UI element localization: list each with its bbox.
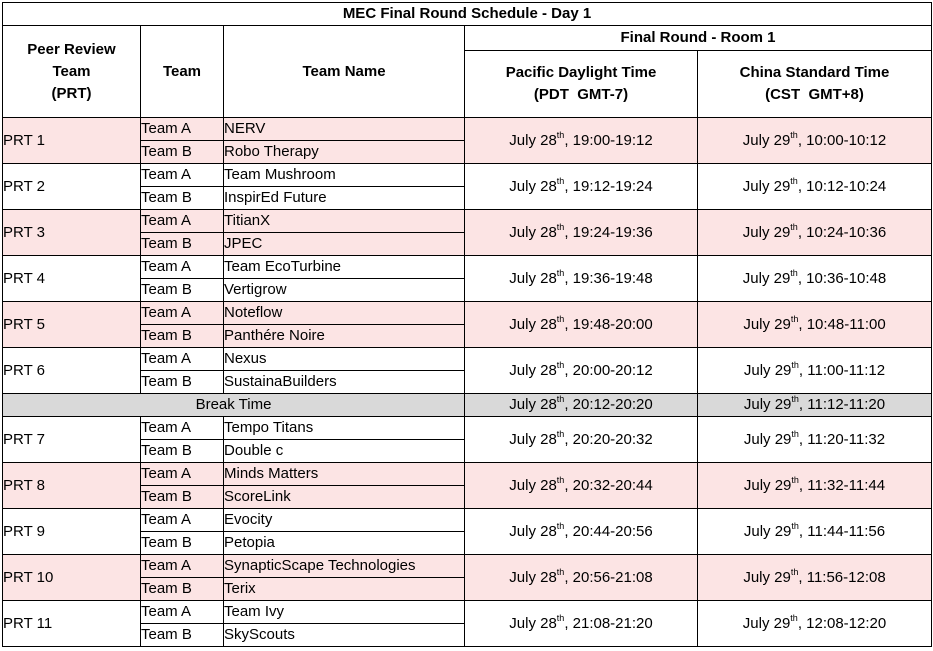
prt-cell: PRT 1 — [3, 118, 141, 164]
break-pdt-cell-ordinal: th — [556, 394, 565, 404]
pdt-time-cell — [465, 348, 698, 394]
table-row — [3, 555, 932, 578]
pdt-time-cell — [465, 555, 698, 601]
cst-time-cell — [698, 210, 932, 256]
break-pdt-cell-range: , 20:12-20:20 — [564, 396, 653, 413]
prt-cell: PRT 4 — [3, 256, 141, 302]
table-row — [3, 463, 932, 486]
team-a-cell: Team A — [141, 601, 224, 624]
team-a-cell: Team A — [141, 256, 224, 279]
team-b-name: Petopia — [224, 532, 465, 555]
team-b-name: ScoreLink — [224, 486, 465, 509]
pdt-time-cell-range: , 19:48-20:00 — [564, 315, 653, 333]
final-round-header: Final Round - Room 1 — [465, 26, 932, 51]
pdt-time-cell-date: July 28 — [509, 315, 557, 333]
team-b-name: SkyScouts — [224, 624, 465, 647]
schedule-table — [2, 2, 932, 647]
team-b-cell: Team B — [141, 325, 224, 348]
team-a-name: SynapticScape Technologies — [224, 555, 465, 578]
cst-time-cell-ordinal: th — [791, 520, 799, 531]
cst-time-cell-range: , 11:44-11:56 — [798, 522, 886, 540]
pdt-time-cell — [465, 164, 698, 210]
prt-cell: PRT 3 — [3, 210, 141, 256]
pdt-time-cell-date: July 28 — [509, 177, 557, 195]
break-cst-cell-range: , 11:12-11:20 — [798, 396, 886, 413]
cst-time-cell — [698, 164, 932, 210]
team-a-name: Team Mushroom — [224, 164, 465, 187]
pdt-time-cell-ordinal: th — [556, 520, 565, 531]
cst-time-cell-date: July 29 — [743, 315, 791, 333]
team-a-cell: Team A — [141, 164, 224, 187]
team-name-header: Team Name — [224, 26, 465, 118]
pdt-time-cell-date: July 28 — [509, 614, 557, 632]
team-a-name: TitianX — [224, 210, 465, 233]
team-a-cell: Team A — [141, 463, 224, 486]
cst-time-cell — [698, 463, 932, 509]
pdt-time-cell-range: , 21:08-21:20 — [564, 614, 653, 632]
pdt-time-cell-ordinal: th — [556, 129, 565, 140]
prt-cell: PRT 5 — [3, 302, 141, 348]
cst-time-cell-ordinal: th — [790, 267, 798, 278]
cst-time-cell-ordinal: th — [790, 313, 799, 324]
break-label: Break Time — [3, 394, 465, 417]
team-b-name: InspirEd Future — [224, 187, 465, 210]
cst-time-cell-date: July 29 — [742, 614, 791, 632]
team-a-name: Tempo Titans — [224, 417, 465, 440]
pdt-time-cell-ordinal: th — [556, 267, 565, 278]
team-b-cell: Team B — [141, 187, 224, 210]
cst-time-cell-ordinal: th — [790, 612, 798, 623]
table-row — [3, 509, 932, 532]
team-b-name: SustainaBuilders — [224, 371, 465, 394]
team-header: Team — [141, 26, 224, 118]
pdt-time-cell-date: July 28 — [509, 223, 557, 241]
prt-cell: PRT 7 — [3, 417, 141, 463]
cst-time-cell-range: , 10:12-10:24 — [797, 177, 887, 195]
cst-time-cell-date: July 29 — [743, 522, 792, 540]
cst-time-cell — [698, 555, 932, 601]
prt-cell: PRT 6 — [3, 348, 141, 394]
table-row — [3, 302, 932, 325]
pdt-time-cell-ordinal: th — [556, 428, 565, 439]
team-b-cell: Team B — [141, 486, 224, 509]
team-a-name: Nexus — [224, 348, 465, 371]
prt-header-line1: Peer Review — [27, 40, 116, 58]
pdt-time-cell-ordinal: th — [556, 566, 565, 577]
cst-time-cell — [698, 118, 932, 164]
cst-time-cell-ordinal: th — [790, 175, 798, 186]
pdt-time-cell-ordinal: th — [556, 474, 565, 485]
pdt-time-cell — [465, 210, 698, 256]
cst-time-cell-range: , 11:32-11:44 — [798, 476, 886, 494]
team-a-cell: Team A — [141, 509, 224, 532]
break-row — [3, 394, 932, 417]
pdt-time-cell-date: July 28 — [509, 476, 557, 494]
cst-time-cell-date: July 29 — [743, 430, 792, 448]
cst-time-cell-range: , 11:56-12:08 — [798, 568, 886, 586]
cst-time-cell-range: , 10:48-11:00 — [798, 315, 886, 333]
cst-header — [698, 51, 932, 118]
team-a-cell: Team A — [141, 210, 224, 233]
pdt-time-cell-range: , 20:00-20:12 — [564, 361, 653, 379]
pdt-time-cell-date: July 28 — [509, 568, 557, 586]
team-b-name: Vertigrow — [224, 279, 465, 302]
cst-time-cell-ordinal: th — [790, 566, 799, 577]
cst-time-cell — [698, 348, 932, 394]
cst-time-cell-date: July 29 — [743, 476, 792, 494]
team-a-name: NERV — [224, 118, 465, 141]
cst-header-line1: China Standard Time — [739, 64, 890, 81]
team-a-cell: Team A — [141, 417, 224, 440]
table-row — [3, 417, 932, 440]
team-a-cell: Team A — [141, 555, 224, 578]
pdt-time-cell-range: , 19:12-19:24 — [564, 177, 653, 195]
prt-cell: PRT 8 — [3, 463, 141, 509]
team-b-cell: Team B — [141, 532, 224, 555]
pdt-time-cell — [465, 302, 698, 348]
pdt-time-cell-range: , 20:32-20:44 — [564, 476, 653, 494]
table-title: MEC Final Round Schedule - Day 1 — [3, 3, 932, 26]
team-a-cell: Team A — [141, 302, 224, 325]
cst-time-cell-ordinal: th — [791, 428, 799, 439]
team-b-cell: Team B — [141, 371, 224, 394]
pdt-time-cell-date: July 28 — [509, 361, 557, 379]
cst-time-cell-range: , 10:24-10:36 — [797, 223, 887, 241]
break-cst-cell-ordinal: th — [791, 394, 799, 404]
team-b-cell: Team B — [141, 440, 224, 463]
title-row — [3, 3, 932, 26]
team-b-cell: Team B — [141, 141, 224, 164]
team-a-cell: Team A — [141, 348, 224, 371]
pdt-time-cell-date: July 28 — [509, 430, 557, 448]
cst-time-cell-date: July 29 — [742, 269, 791, 287]
pdt-header-line2: (PDT GMT-7) — [533, 86, 629, 103]
cst-time-cell — [698, 417, 932, 463]
cst-time-cell — [698, 256, 932, 302]
team-b-cell: Team B — [141, 233, 224, 256]
header-row-1 — [3, 26, 932, 51]
team-b-name: Terix — [224, 578, 465, 601]
pdt-time-cell-range: , 20:56-21:08 — [564, 568, 653, 586]
cst-time-cell-range: , 11:20-11:32 — [798, 430, 886, 448]
prt-header-line3: (PRT) — [51, 84, 92, 102]
cst-time-cell-date: July 29 — [743, 568, 791, 586]
team-a-name: Evocity — [224, 509, 465, 532]
team-b-name: Double c — [224, 440, 465, 463]
team-a-name: Team EcoTurbine — [224, 256, 465, 279]
pdt-time-cell-ordinal: th — [556, 221, 565, 232]
pdt-time-cell-range: , 20:20-20:32 — [564, 430, 653, 448]
team-b-cell: Team B — [141, 279, 224, 302]
pdt-time-cell — [465, 417, 698, 463]
cst-time-cell-ordinal: th — [790, 129, 798, 140]
cst-time-cell — [698, 509, 932, 555]
cst-time-cell-range: , 11:00-11:12 — [798, 361, 886, 379]
team-b-name: Panthére Noire — [224, 325, 465, 348]
pdt-time-cell-date: July 28 — [509, 131, 557, 149]
prt-cell: PRT 11 — [3, 601, 141, 647]
prt-cell: PRT 10 — [3, 555, 141, 601]
table-row — [3, 348, 932, 371]
pdt-time-cell-date: July 28 — [509, 269, 557, 287]
cst-time-cell — [698, 302, 932, 348]
pdt-time-cell — [465, 509, 698, 555]
break-cst-cell — [698, 394, 932, 417]
cst-time-cell-ordinal: th — [791, 359, 799, 370]
team-a-cell: Team A — [141, 118, 224, 141]
team-b-name: Robo Therapy — [224, 141, 465, 164]
cst-time-cell-ordinal: th — [790, 221, 798, 232]
cst-time-cell-range: , 10:00-10:12 — [797, 131, 887, 149]
table-row — [3, 210, 932, 233]
pdt-time-cell — [465, 463, 698, 509]
prt-cell: PRT 2 — [3, 164, 141, 210]
team-b-name: JPEC — [224, 233, 465, 256]
cst-time-cell-date: July 29 — [742, 223, 791, 241]
pdt-time-cell-ordinal: th — [556, 175, 565, 186]
table-row — [3, 601, 932, 624]
pdt-time-cell-range: , 19:36-19:48 — [564, 269, 653, 287]
cst-time-cell-range: , 10:36-10:48 — [797, 269, 887, 287]
pdt-time-cell-ordinal: th — [556, 612, 565, 623]
cst-time-cell-range: , 12:08-12:20 — [797, 614, 887, 632]
break-pdt-cell-date: July 28 — [509, 396, 557, 413]
pdt-time-cell-range: , 19:00-19:12 — [564, 131, 653, 149]
pdt-time-cell — [465, 601, 698, 647]
pdt-time-cell — [465, 118, 698, 164]
team-b-cell: Team B — [141, 624, 224, 647]
cst-header-line2: (CST GMT+8) — [765, 86, 864, 103]
team-a-name: Minds Matters — [224, 463, 465, 486]
table-row — [3, 256, 932, 279]
break-pdt-cell — [465, 394, 698, 417]
pdt-time-cell-date: July 28 — [509, 522, 557, 540]
team-a-name: Noteflow — [224, 302, 465, 325]
prt-cell: PRT 9 — [3, 509, 141, 555]
cst-time-cell-ordinal: th — [791, 474, 799, 485]
pdt-time-cell — [465, 256, 698, 302]
cst-time-cell-date: July 29 — [742, 177, 791, 195]
team-b-cell: Team B — [141, 578, 224, 601]
pdt-time-cell-range: , 20:44-20:56 — [564, 522, 653, 540]
pdt-time-cell-range: , 19:24-19:36 — [564, 223, 653, 241]
prt-header — [3, 26, 141, 118]
pdt-header-line1: Pacific Daylight Time — [505, 64, 657, 81]
break-cst-cell-date: July 29 — [743, 396, 792, 413]
cst-time-cell-date: July 29 — [742, 131, 791, 149]
table-row — [3, 164, 932, 187]
table-row — [3, 118, 932, 141]
cst-time-cell — [698, 601, 932, 647]
pdt-time-cell-ordinal: th — [556, 359, 565, 370]
cst-time-cell-date: July 29 — [743, 361, 792, 379]
prt-header-line2: Team — [52, 62, 91, 80]
pdt-time-cell-ordinal: th — [556, 313, 565, 324]
team-a-name: Team Ivy — [224, 601, 465, 624]
pdt-header — [465, 51, 698, 118]
